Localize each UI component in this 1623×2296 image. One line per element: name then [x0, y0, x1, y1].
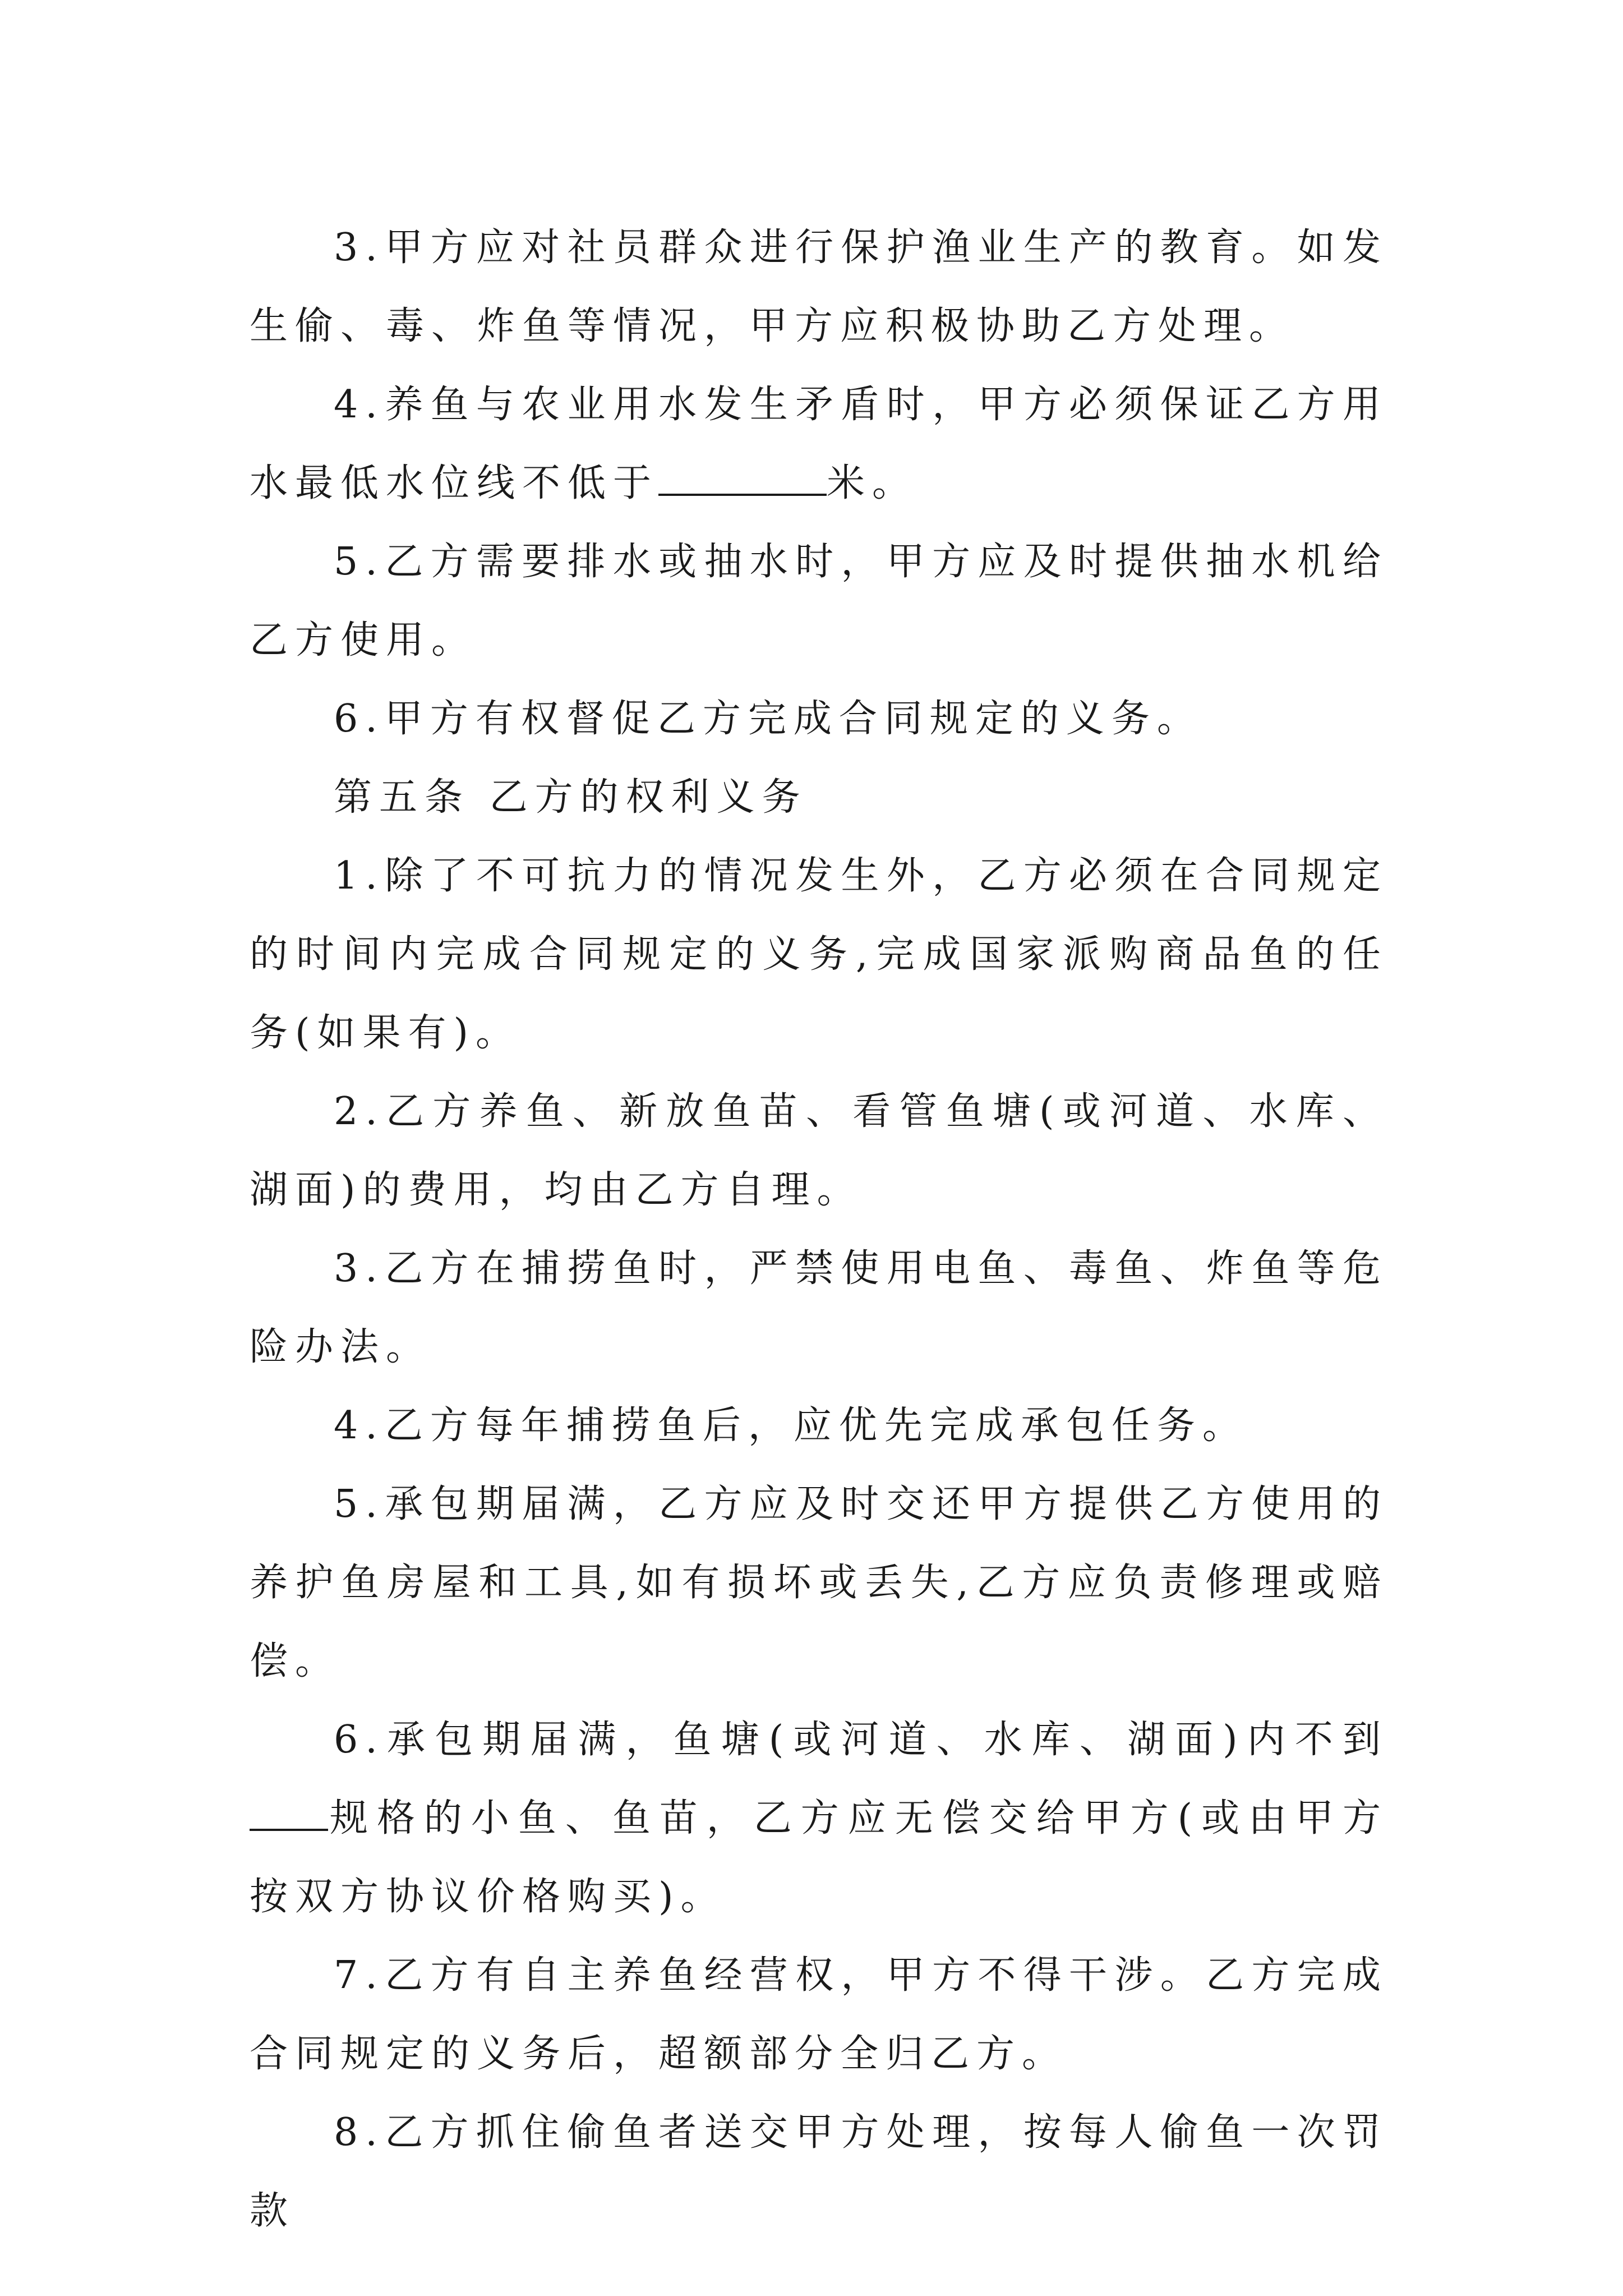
paragraph-text: 7.乙方有自主养鱼经营权，甲方不得干涉。乙方完成合同规定的义务后，超额部分全归乙方。	[250, 1953, 1388, 2076]
heading-text: 第五条 乙方的权利义务	[334, 775, 808, 820]
paragraph-text: 2.乙方养鱼、新放鱼苗、看管鱼塘(或河道、水库、湖面)的费用，均由乙方自理。	[250, 1089, 1388, 1212]
fill-in-blank-water-level	[658, 459, 827, 496]
paragraph-6-supervise-obligations	[250, 680, 1388, 758]
paragraph-3-fish-protection-education	[250, 209, 1388, 366]
paragraph-text: 3.乙方在捕捞鱼时，严禁使用电鱼、毒鱼、炸鱼等危险办法。	[250, 1246, 1388, 1369]
clause-5-return-property	[250, 1465, 1388, 1701]
paragraph-5-pump-supply	[250, 523, 1388, 680]
paragraph-text: 4.乙方每年捕捞鱼后，应优先完成承包任务。	[334, 1404, 1248, 1448]
document-body	[250, 209, 1388, 2251]
paragraph-text: 1.除了不可抗力的情况发生外，乙方必须在合同规定的时间内完成合同规定的义务,完成国家派购商品鱼的任务(如果有)。	[250, 854, 1388, 1055]
clause-7-management-rights	[250, 1936, 1388, 2093]
paragraph-text: 5.承包期届满，乙方应及时交还甲方提供乙方使用的养护鱼房屋和工具,如有损坏或丢失,乙方应负责修理或赔偿。	[250, 1482, 1388, 1683]
fill-in-blank-fish-size	[250, 1794, 328, 1831]
paragraph-text-before-blank: 4.养鱼与农业用水发生矛盾时，甲方必须保证乙方用水最低水位线不低于	[250, 383, 1388, 505]
article-5-heading	[250, 758, 1388, 837]
paragraph-text-after-blank: 米。	[827, 461, 918, 505]
paragraph-text: 8.乙方抓住偷鱼者送交甲方处理，按每人偷鱼一次罚款	[250, 2110, 1388, 2233]
clause-4-contract-priority	[250, 1387, 1388, 1465]
paragraph-text-after-blank: 规格的小鱼、鱼苗，乙方应无偿交给甲方(或由甲方按双方协议价格购买)。	[250, 1796, 1388, 1919]
clause-1-complete-obligations	[250, 837, 1388, 1073]
clause-3-fishing-methods	[250, 1230, 1388, 1387]
paragraph-text: 3.甲方应对社员群众进行保护渔业生产的教育。如发生偷、毒、炸鱼等情况，甲方应积极协助乙方处理。	[250, 226, 1388, 348]
paragraph-text: 6.甲方有权督促乙方完成合同规定的义务。	[334, 697, 1202, 741]
clause-8-thief-penalty	[250, 2093, 1388, 2251]
paragraph-text-before-blank: 6.承包期届满，鱼塘(或河道、水库、湖面)内不到	[334, 1718, 1388, 1762]
paragraph-text: 5.乙方需要排水或抽水时，甲方应及时提供抽水机给乙方使用。	[250, 540, 1388, 662]
clause-6-small-fish	[250, 1701, 1388, 1936]
clause-2-costs	[250, 1073, 1388, 1230]
paragraph-4-water-level	[250, 366, 1388, 523]
